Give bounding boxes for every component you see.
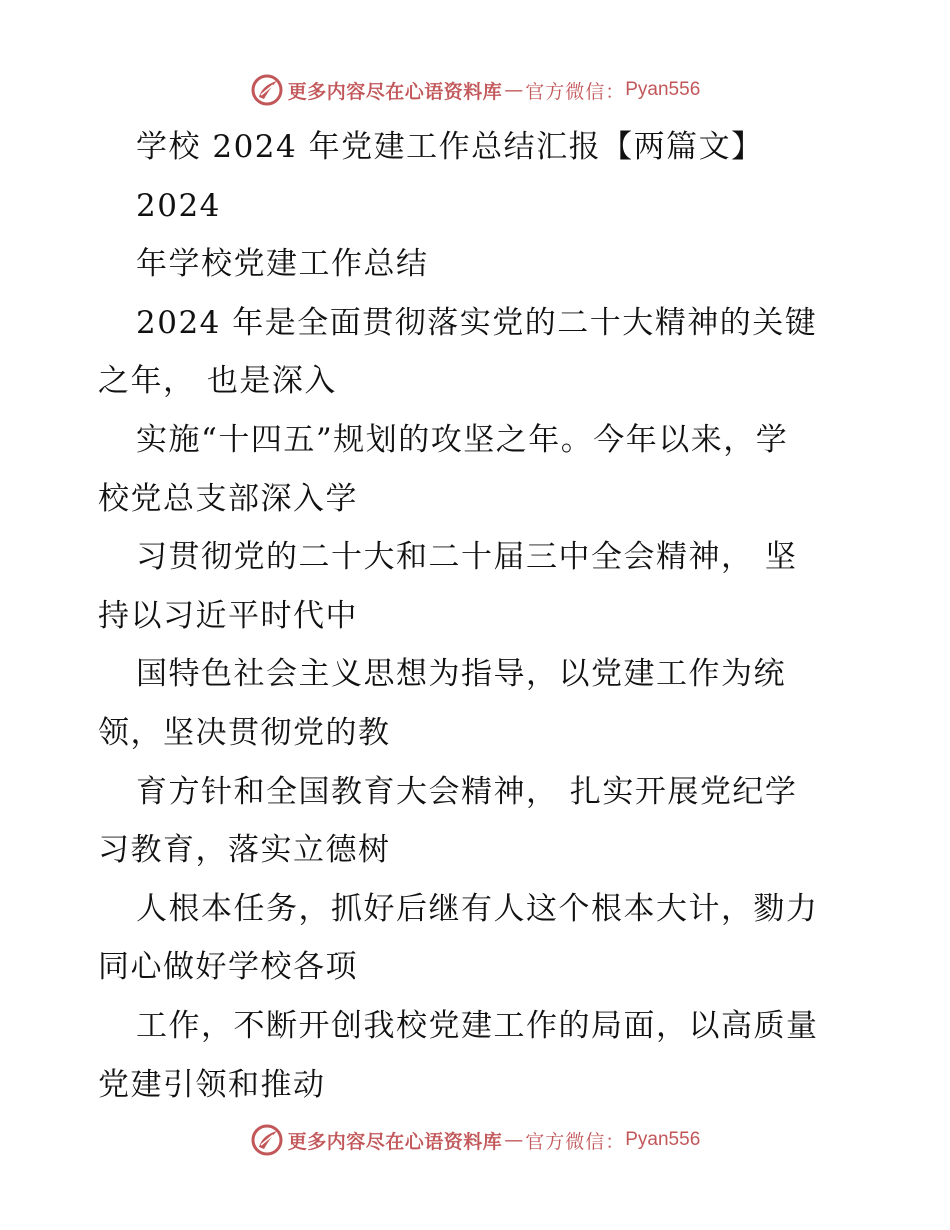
text-line: 工作，不断开创我校党建工作的局面，以高质量: [136, 1007, 819, 1044]
text-line: 学校 2024 年党建工作总结汇报【两篇文】: [136, 129, 764, 165]
watermark-dash: —: [504, 79, 524, 101]
watermark-dash: —: [504, 1129, 524, 1151]
watermark-official-label: 官方微信：: [525, 80, 626, 103]
text-line: 国特色社会主义思想为指导，以党建工作为统: [136, 656, 786, 693]
text-line: 之年， 也是深入: [98, 363, 337, 400]
watermark-header: [0, 68, 950, 112]
text-line: 校党总支部深入学: [98, 480, 358, 517]
text-line: 年学校党建工作总结: [136, 246, 429, 283]
brand-logo-icon: [250, 1123, 284, 1157]
watermark-footer: [0, 1118, 950, 1162]
watermark-account: Pyan556: [625, 1129, 701, 1150]
text-line: 习贯彻党的二十大和二十届三中全会精神， 坚: [136, 539, 798, 576]
text-line: 实施“十四五”规划的攻坚之年。今年以来，学: [136, 421, 789, 458]
document-body: [98, 118, 868, 1114]
watermark-official-label: 官方微信：: [525, 1130, 626, 1153]
brand-logo-icon: [250, 73, 284, 107]
watermark-brand: 更多内容尽在心语资料库: [287, 1130, 503, 1153]
text-line: 习教育，落实立德树: [98, 832, 391, 869]
text-line: 领，坚决贯彻党的教: [98, 714, 391, 751]
text-line: 党建引领和推动: [98, 1066, 326, 1103]
text-line: 2024: [136, 187, 221, 224]
watermark-account: Pyan556: [625, 79, 701, 100]
text-line: 同心做好学校各项: [98, 949, 358, 986]
text-line: 2024 年是全面贯彻落实党的二十大精神的关键: [136, 304, 818, 341]
text-line: 人根本任务，抓好后继有人这个根本大计，勠力: [136, 890, 819, 927]
watermark-brand: 更多内容尽在心语资料库: [287, 80, 503, 103]
text-line: 育方针和全国教育大会精神， 扎实开展党纪学: [136, 773, 798, 810]
text-line: 持以习近平时代中: [98, 597, 358, 634]
